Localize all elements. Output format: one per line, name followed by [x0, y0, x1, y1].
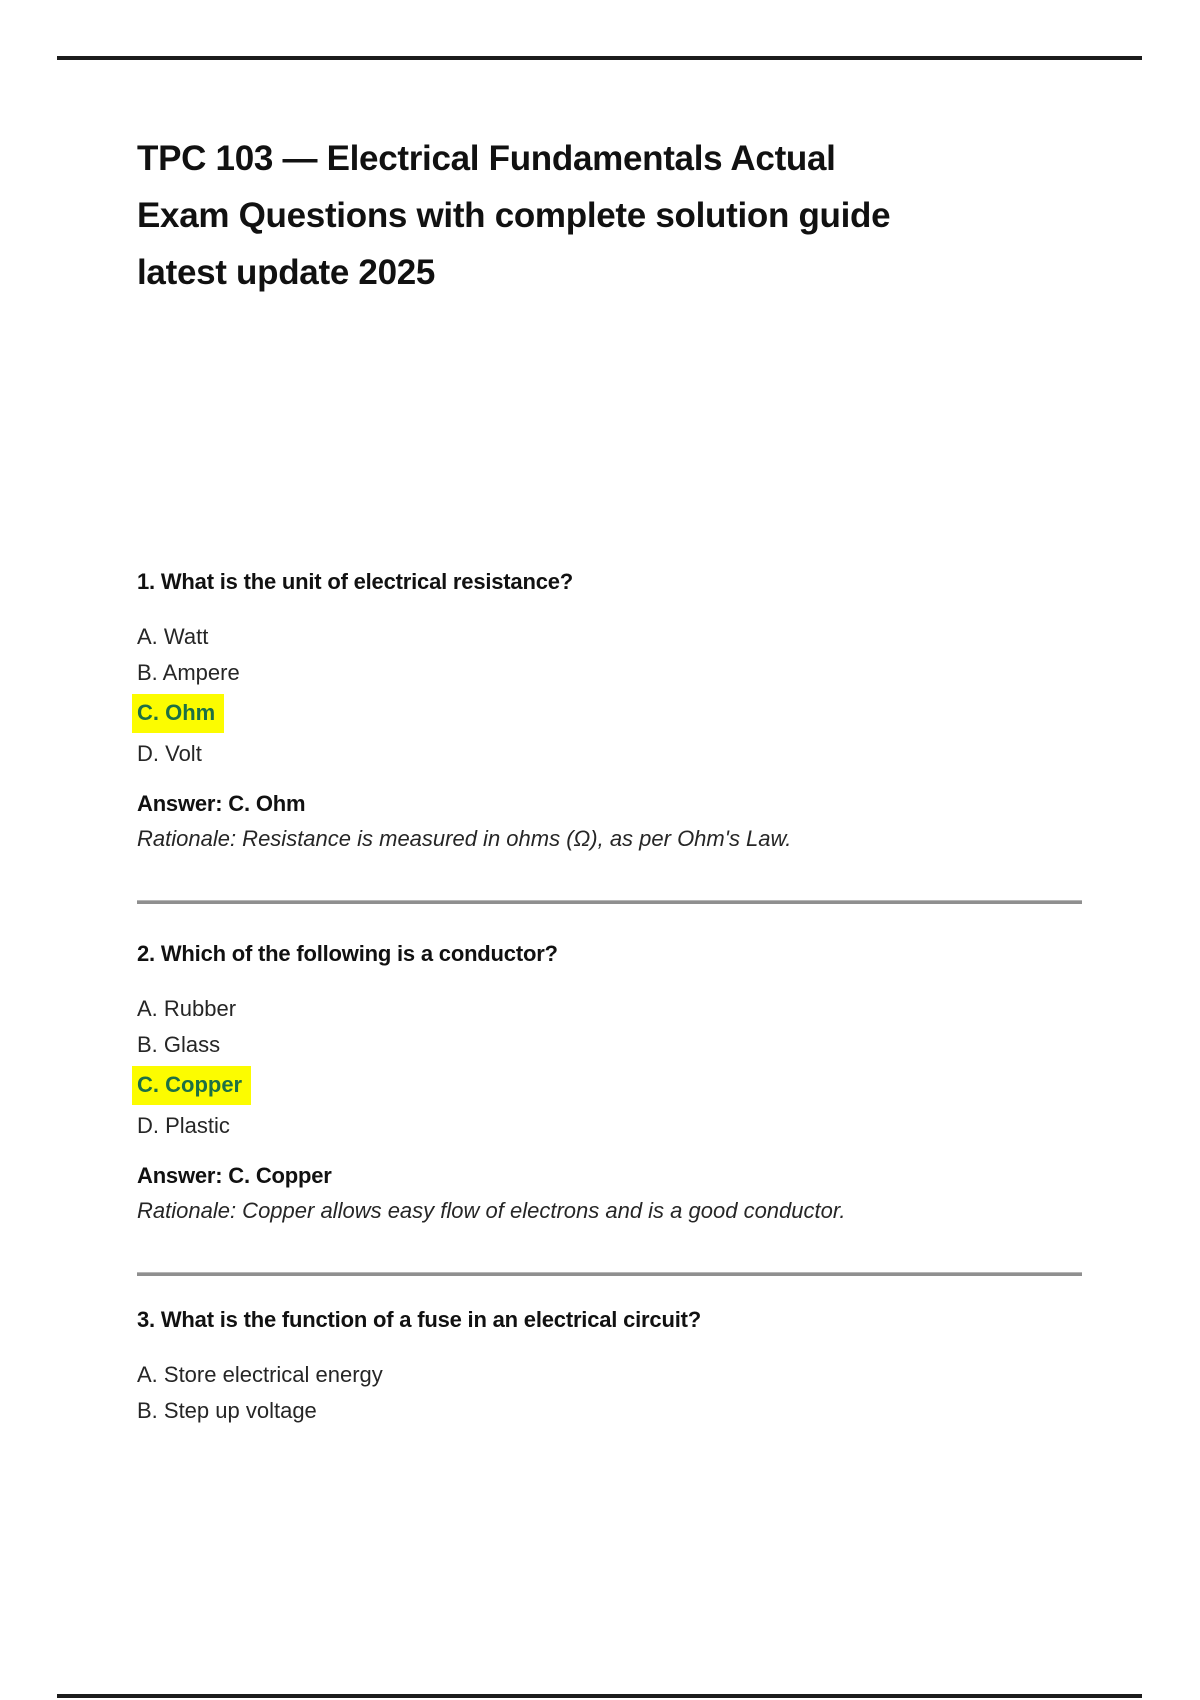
section-divider: [137, 1272, 1082, 1276]
question-heading: 2. Which of the following is a conductor?: [137, 941, 558, 966]
option-list: [137, 1360, 1102, 1426]
option-highlighted-answer: [137, 1066, 1102, 1105]
option: [137, 994, 1102, 1024]
option-label: B. Glass: [137, 1032, 221, 1057]
option-list: [137, 994, 1102, 1141]
option-label: A. Watt: [137, 624, 209, 649]
question-block-3: [137, 1305, 1102, 1426]
option: [137, 1030, 1102, 1060]
option-list: [137, 622, 1102, 769]
option: [137, 1111, 1102, 1141]
option-label: D. Volt: [137, 741, 202, 766]
bottom-rule: [57, 1694, 1142, 1698]
option-label: B. Step up voltage: [137, 1398, 317, 1423]
section-divider: [137, 900, 1082, 904]
option-highlighted-answer: [137, 694, 1102, 733]
option: [137, 658, 1102, 688]
document-title-line: Exam Questions with complete solution guide: [137, 196, 891, 235]
option-label: D. Plastic: [137, 1113, 230, 1138]
document-title-line: latest update 2025: [137, 253, 436, 292]
rationale-line: Rationale: Resistance is measured in ohms (Ω), as per Ohm's Law.: [137, 826, 792, 851]
option-label: C. Copper: [132, 1066, 251, 1105]
rationale-line: Rationale: Copper allows easy flow of electrons and is a good conductor.: [137, 1198, 846, 1223]
document-title-line: TPC 103 — Electrical Fundamentals Actual: [137, 139, 836, 178]
question-heading: 3. What is the function of a fuse in an electrical circuit?: [137, 1307, 701, 1332]
option: [137, 1360, 1102, 1390]
answer-line: Answer: C. Copper: [137, 1163, 332, 1188]
answer-line: Answer: C. Ohm: [137, 791, 306, 816]
option-label: A. Store electrical energy: [137, 1362, 383, 1387]
option-label: B. Ampere: [137, 660, 240, 685]
option-label: C. Ohm: [132, 694, 224, 733]
question-block-1: [137, 567, 1102, 854]
option: [137, 739, 1102, 769]
question-heading: 1. What is the unit of electrical resistance?: [137, 569, 574, 594]
page-content: [137, 0, 1102, 1426]
option: [137, 622, 1102, 652]
option-label: A. Rubber: [137, 996, 237, 1021]
document-title: [137, 130, 1102, 301]
question-block-2: [137, 939, 1102, 1226]
option: [137, 1396, 1102, 1426]
